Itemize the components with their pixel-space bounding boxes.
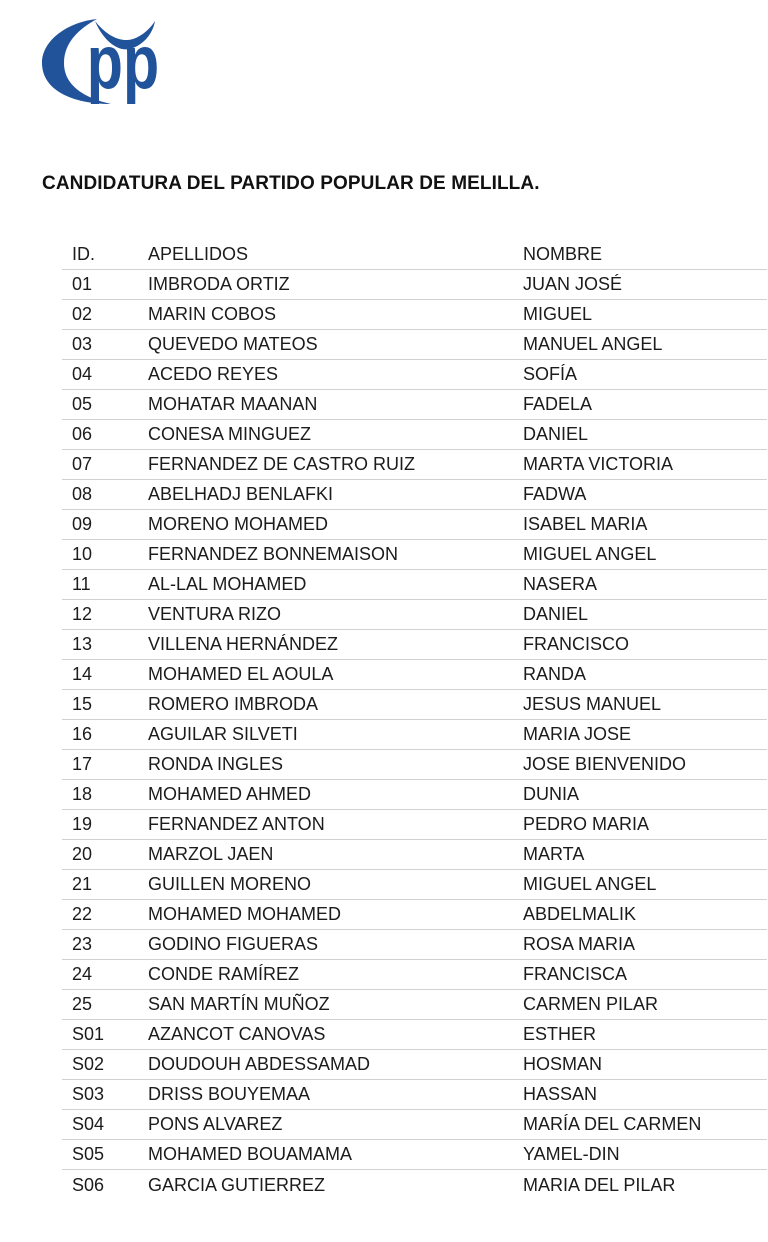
table-row	[62, 780, 767, 810]
cell-apellidos: MORENO MOHAMED	[148, 514, 328, 534]
cell-nombre: PEDRO MARIA	[523, 814, 650, 834]
cell-id: 08	[72, 484, 93, 504]
cell-nombre: ESTHER	[523, 1024, 597, 1044]
cell-apellidos: IMBRODA ORTIZ	[148, 274, 290, 294]
cell-apellidos: MARZOL JAEN	[148, 844, 274, 864]
cell-apellidos: AGUILAR SILVETI	[148, 724, 298, 744]
table-row	[62, 960, 767, 990]
column-header-nombre: NOMBRE	[523, 244, 603, 264]
cell-nombre: MIGUEL ANGEL	[523, 544, 657, 564]
table-row	[62, 540, 767, 570]
cell-nombre: MIGUEL ANGEL	[523, 874, 657, 894]
cell-id: 10	[72, 544, 93, 564]
cell-apellidos: VENTURA RIZO	[148, 604, 282, 624]
cell-apellidos: VILLENA HERNÁNDEZ	[148, 634, 339, 654]
cell-id: 25	[72, 994, 93, 1014]
cell-apellidos: ACEDO REYES	[148, 364, 279, 384]
cell-apellidos: MOHAMED EL AOULA	[148, 664, 334, 684]
cell-nombre: CARMEN PILAR	[523, 994, 659, 1014]
cell-apellidos: AL-LAL MOHAMED	[148, 574, 307, 594]
cell-id: 13	[72, 634, 93, 654]
table-row	[62, 390, 767, 420]
cell-nombre: NASERA	[523, 574, 598, 594]
cell-apellidos: FERNANDEZ BONNEMAISON	[148, 544, 399, 564]
cell-nombre: YAMEL-DIN	[523, 1144, 620, 1164]
table-row	[62, 840, 767, 870]
cell-apellidos: MOHATAR MAANAN	[148, 394, 318, 414]
cell-apellidos: SAN MARTÍN MUÑOZ	[148, 994, 330, 1014]
cell-apellidos: CONDE RAMÍREZ	[148, 964, 300, 984]
table-row	[62, 870, 767, 900]
cell-nombre: MARIA DEL PILAR	[523, 1174, 676, 1195]
table-row	[62, 360, 767, 390]
cell-id: S03	[72, 1084, 105, 1104]
cell-nombre: HOSMAN	[523, 1054, 603, 1074]
cell-id: 22	[72, 904, 93, 924]
table-row	[62, 1170, 767, 1200]
cell-apellidos: CONESA MINGUEZ	[148, 424, 312, 444]
table-row	[62, 300, 767, 330]
table-row	[62, 1050, 767, 1080]
cell-nombre: MARÍA DEL CARMEN	[523, 1114, 702, 1134]
cell-id: 20	[72, 844, 93, 864]
cell-apellidos: QUEVEDO MATEOS	[148, 334, 318, 354]
cell-apellidos: AZANCOT CANOVAS	[148, 1024, 326, 1044]
cell-id: S02	[72, 1054, 105, 1074]
table-row	[62, 810, 767, 840]
cell-nombre: MARTA VICTORIA	[523, 454, 674, 474]
table-row	[62, 270, 767, 300]
cell-apellidos: MOHAMED MOHAMED	[148, 904, 341, 924]
cell-id: 11	[72, 574, 91, 594]
table-row	[62, 1020, 767, 1050]
table-row	[62, 570, 767, 600]
table-row	[62, 690, 767, 720]
cell-id: S04	[72, 1114, 105, 1134]
cell-apellidos: MOHAMED BOUAMAMA	[148, 1144, 353, 1164]
cell-apellidos: DRISS BOUYEMAA	[148, 1084, 311, 1104]
page-title: CANDIDATURA DEL PARTIDO POPULAR DE MELILLA.	[42, 173, 540, 194]
cell-apellidos: GUILLEN MORENO	[148, 874, 312, 894]
cell-id: 07	[72, 454, 93, 474]
table-header-row	[62, 240, 767, 270]
cell-apellidos: RONDA INGLES	[148, 754, 284, 774]
table-row	[62, 450, 767, 480]
cell-id: 17	[72, 754, 93, 774]
cell-apellidos: GARCIA GUTIERREZ	[148, 1174, 326, 1195]
table-row	[62, 900, 767, 930]
table-row	[62, 750, 767, 780]
table-row	[62, 480, 767, 510]
cell-id: S01	[72, 1024, 105, 1044]
cell-apellidos: FERNANDEZ DE CASTRO RUIZ	[148, 454, 416, 474]
cell-id: 23	[72, 934, 93, 954]
cell-id: 19	[72, 814, 93, 834]
cell-id: S06	[72, 1174, 105, 1195]
table-row	[62, 600, 767, 630]
table-row	[62, 1110, 767, 1140]
cell-id: S05	[72, 1144, 105, 1164]
cell-id: 24	[72, 964, 93, 984]
cell-apellidos: MOHAMED AHMED	[148, 784, 312, 804]
table-row	[62, 1080, 767, 1110]
cell-id: 01	[72, 274, 93, 294]
cell-id: 14	[72, 664, 93, 684]
cell-nombre: DUNIA	[523, 784, 580, 804]
cell-nombre: MARTA	[523, 844, 585, 864]
cell-id: 21	[72, 874, 93, 894]
column-header-id: ID.	[72, 244, 96, 264]
table-row	[62, 1140, 767, 1170]
cell-nombre: RANDA	[523, 664, 587, 684]
cell-id: 12	[72, 604, 93, 624]
cell-nombre: ROSA MARIA	[523, 934, 636, 954]
cell-id: 02	[72, 304, 93, 324]
cell-nombre: DANIEL	[523, 424, 589, 444]
cell-id: 05	[72, 394, 93, 414]
cell-nombre: DANIEL	[523, 604, 589, 624]
cell-nombre: SOFÍA	[523, 364, 578, 384]
table-row	[62, 990, 767, 1020]
cell-apellidos: ROMERO IMBRODA	[148, 694, 319, 714]
cell-nombre: JOSE BIENVENIDO	[523, 754, 687, 774]
cell-apellidos: ABELHADJ BENLAFKI	[148, 484, 334, 504]
table-row	[62, 720, 767, 750]
table-row	[62, 660, 767, 690]
cell-nombre: FRANCISCO	[523, 634, 630, 654]
table-row	[62, 630, 767, 660]
pp-logo-letters: pp	[86, 19, 160, 105]
cell-apellidos: GODINO FIGUERAS	[148, 934, 319, 954]
cell-id: 04	[72, 364, 93, 384]
cell-nombre: FADELA	[523, 394, 593, 414]
cell-apellidos: PONS ALVAREZ	[148, 1114, 283, 1134]
cell-apellidos: FERNANDEZ ANTON	[148, 814, 325, 834]
cell-apellidos: DOUDOUH ABDESSAMAD	[148, 1054, 371, 1074]
cell-id: 09	[72, 514, 93, 534]
cell-id: 15	[72, 694, 93, 714]
cell-nombre: MARIA JOSE	[523, 724, 632, 744]
cell-nombre: FRANCISCA	[523, 964, 628, 984]
cell-id: 06	[72, 424, 93, 444]
cell-nombre: JUAN JOSÉ	[523, 274, 623, 294]
column-header-apellidos: APELLIDOS	[148, 244, 249, 264]
cell-id: 03	[72, 334, 93, 354]
pp-party-logo	[40, 0, 190, 115]
cell-nombre: MANUEL ANGEL	[523, 334, 663, 354]
cell-nombre: FADWA	[523, 484, 587, 504]
cell-nombre: ABDELMALIK	[523, 904, 637, 924]
cell-nombre: MIGUEL	[523, 304, 593, 324]
candidates-table	[62, 240, 767, 1200]
cell-nombre: HASSAN	[523, 1084, 598, 1104]
cell-apellidos: MARIN COBOS	[148, 304, 277, 324]
cell-nombre: JESUS MANUEL	[523, 694, 662, 714]
table-row	[62, 510, 767, 540]
cell-id: 16	[72, 724, 93, 744]
cell-nombre: ISABEL MARIA	[523, 514, 648, 534]
table-row	[62, 420, 767, 450]
cell-id: 18	[72, 784, 93, 804]
table-row	[62, 930, 767, 960]
table-row	[62, 330, 767, 360]
